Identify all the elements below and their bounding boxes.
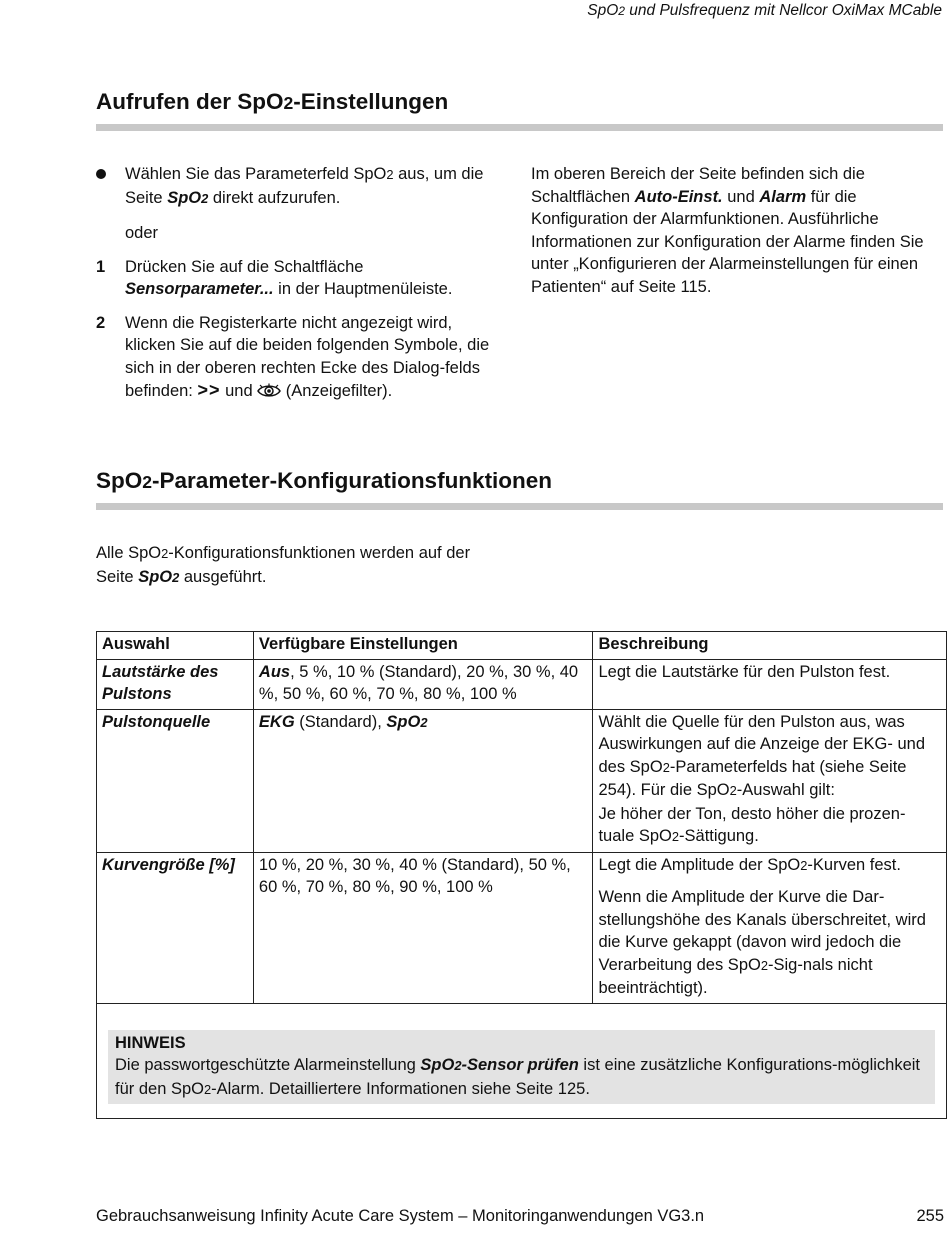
- section2-intro: [96, 542, 511, 589]
- row2-desc-1: Wählt die Quelle für den Pulston aus, was Auswirkungen auf die Anzeige der EKG- und des SpO: [598, 712, 926, 776]
- row3-p1-sub: 2: [800, 857, 808, 873]
- header-einstellungen: Verfügbare Einstellungen: [253, 632, 593, 660]
- intro-text-3: ausgeführt.: [179, 567, 267, 586]
- row2-desc-2: -Parameterfelds hat (siehe Seite 254). Für die SpO: [598, 757, 907, 799]
- row3-p2-sub: 2: [760, 957, 768, 973]
- row2-spo2: SpO: [386, 712, 421, 731]
- row3-p2-b: -Sig-nals nicht beeinträchtigt).: [598, 955, 873, 997]
- intro-text-1: Alle SpO: [96, 544, 162, 562]
- note-spo2-sub: 2: [454, 1058, 462, 1073]
- step-2-number: 2: [96, 313, 106, 332]
- section2-title-post: -Parameter-Konfigurationsfunktionen: [152, 468, 553, 493]
- step-2-text-1: Wenn die Registerkarte nicht angezeigt wird, klicken Sie auf die beiden folgenden Symbole, die sich in der oberen rechten Ecke des Dialog-felds befinden:: [125, 313, 490, 400]
- double-chevron-icon: >>: [197, 380, 221, 400]
- table-row: [97, 659, 947, 709]
- row2-desc-4: Je höher der Ton, desto höher die prozen-tuale SpO: [598, 804, 906, 845]
- table-row: [97, 709, 947, 852]
- bullet-marker: [96, 163, 106, 186]
- auto-einst-label: Auto-Einst.: [634, 187, 723, 206]
- intro-spo2-label: SpO: [138, 567, 173, 586]
- footer: [96, 1205, 944, 1228]
- note-spo2-label: SpO: [420, 1056, 455, 1074]
- note-cell: [97, 1003, 947, 1119]
- bullet-spo2-sub: 2: [201, 190, 209, 206]
- oder-line: [96, 222, 504, 245]
- note-text-2-sub: 2: [203, 1081, 212, 1097]
- section1-title-post: -Einstellungen: [293, 89, 449, 114]
- section1-title-pre: Aufrufen der SpO: [96, 89, 284, 114]
- section1-right-column: [531, 163, 945, 298]
- intro-text-1-sub: 2: [161, 546, 169, 561]
- step-2-text-2: und: [220, 382, 258, 400]
- intro-text-2: -Konfigurationsfunktionen werden auf der Seite: [96, 544, 471, 586]
- row3-description: [593, 852, 947, 1003]
- step-1-number: 1: [96, 257, 106, 276]
- bullet-spo2-page: [167, 189, 208, 207]
- section1-title-sub: 2: [283, 93, 294, 113]
- footer-text: Gebrauchsanweisung Infinity Acute Care System – Monitoringanwendungen VG3.n: [96, 1207, 705, 1225]
- bullet-spo2-label: SpO: [167, 188, 202, 207]
- step-1-text-2: in der Hauptmenüleiste.: [273, 280, 453, 298]
- row2-settings: [253, 709, 593, 852]
- row1-name: Lautstärke des Pulstons: [97, 659, 254, 709]
- section2-title-sub: 2: [142, 472, 153, 492]
- step-2: [96, 312, 504, 406]
- row2-ekg: EKG: [258, 712, 295, 731]
- note-text-1: Die passwortgeschützte Alarmeinstellung: [115, 1056, 421, 1074]
- note-sensor-pruefen: [420, 1056, 578, 1074]
- row2-desc-4-sub: 2: [671, 829, 680, 844]
- row2-spo2-sub: 2: [420, 714, 428, 730]
- step-1-button-name: Sensorparameter...: [125, 280, 274, 298]
- note-title: HINWEIS: [115, 1033, 186, 1052]
- note-sensor-label: -Sensor prüfen: [461, 1056, 579, 1074]
- note-box: [108, 1030, 935, 1105]
- row1-settings: [253, 659, 593, 709]
- step-1: [96, 256, 504, 301]
- oder-text: oder: [125, 224, 159, 242]
- row1-description: Legt die Lautstärke für den Pulston fest.: [593, 659, 947, 709]
- step-1-text-1: Drücken Sie auf die Schaltfläche: [125, 257, 364, 276]
- note-row: [97, 1003, 947, 1119]
- row3-p1-a: Legt die Amplitude der SpO: [598, 855, 801, 874]
- row1-settings-bold: Aus: [258, 662, 291, 681]
- row3-settings: 10 %, 20 %, 30 %, 40 % (Standard), 50 %, 60 %, 70 %, 80 %, 90 %, 100 %: [253, 852, 593, 1003]
- row3-desc-p2: [598, 886, 941, 1000]
- table-row: [97, 852, 947, 1003]
- section2-title: [96, 467, 552, 496]
- header-auswahl: Auswahl: [97, 632, 254, 660]
- row2-desc-1-sub: 2: [662, 759, 670, 775]
- row3-desc-p1: [598, 854, 941, 878]
- bullet-text-3: direkt aufzurufen.: [208, 188, 341, 207]
- section1-title: [96, 88, 448, 117]
- row2-standard: (Standard),: [294, 712, 387, 731]
- note-text-2: ist eine zusätzliche Konfigurations-möglichkeit für den SpO: [115, 1056, 921, 1098]
- row2-desc-5: -Sättigung.: [679, 827, 759, 845]
- right-text-1: Im oberen Bereich der Seite befinden sich die Schaltflächen: [531, 165, 865, 206]
- bullet-text-1-sub: 2: [386, 167, 394, 182]
- intro-spo2-page: [138, 568, 179, 586]
- config-table: [96, 631, 947, 1119]
- row2-name: Pulstonquelle: [97, 709, 254, 852]
- row3-p1-b: -Kurven fest.: [807, 855, 901, 874]
- section1-left-column: [96, 163, 504, 406]
- row3-p2-a: Wenn die Amplitude der Kurve die Dar-stellungshöhe des Kanals überschreitet, wird die Kurve gekappt (davon wird jedoch die Verarbeitung des SpO: [598, 888, 926, 974]
- section1-rule: [96, 124, 943, 131]
- table-header-row: [97, 632, 947, 660]
- bullet-text-1: Wählen Sie das Parameterfeld SpO: [125, 165, 387, 183]
- right-text-3: für die Konfiguration der Alarmfunktionen. Ausführliche Informationen zur Konfiguration der Alarme finden Sie unter „Konfigurieren der Alarmeinstellungen für einen Patienten“ auf Seite 115.: [531, 187, 924, 296]
- running-header-text: SpO: [587, 2, 619, 19]
- section2-title-pre: SpO: [96, 468, 143, 493]
- running-header: [587, 0, 942, 23]
- right-text-2: und: [722, 187, 760, 206]
- page-number: 255: [916, 1207, 944, 1225]
- row3-name: Kurvengröße [%]: [97, 852, 254, 1003]
- header-beschreibung: Beschreibung: [593, 632, 947, 660]
- row2-desc-2-sub: 2: [729, 783, 737, 798]
- bullet-text-2: aus, um die Seite: [125, 165, 484, 207]
- bullet-item: [96, 163, 504, 210]
- note-text-3: -Alarm. Detailliertere Informationen siehe Seite 125.: [211, 1079, 590, 1098]
- alarm-label: Alarm: [759, 187, 807, 206]
- row2-description: [593, 709, 947, 852]
- section2-rule: [96, 503, 943, 510]
- eye-icon: [257, 383, 281, 406]
- row2-desc-3: -Auswahl gilt:: [736, 781, 835, 799]
- step-2-text-3: (Anzeigefilter).: [281, 382, 393, 400]
- intro-spo2-sub: 2: [172, 569, 180, 585]
- note-body: [115, 1054, 928, 1101]
- running-header-sub: 2: [618, 4, 625, 18]
- running-header-text-2: und Pulsfrequenz mit Nellcor OxiMax MCable: [624, 2, 942, 19]
- row1-settings-rest: , 5 %, 10 % (Standard), 20 %, 30 %, 40 %, 50 %, 60 %, 70 %, 80 %, 100 %: [258, 662, 579, 703]
